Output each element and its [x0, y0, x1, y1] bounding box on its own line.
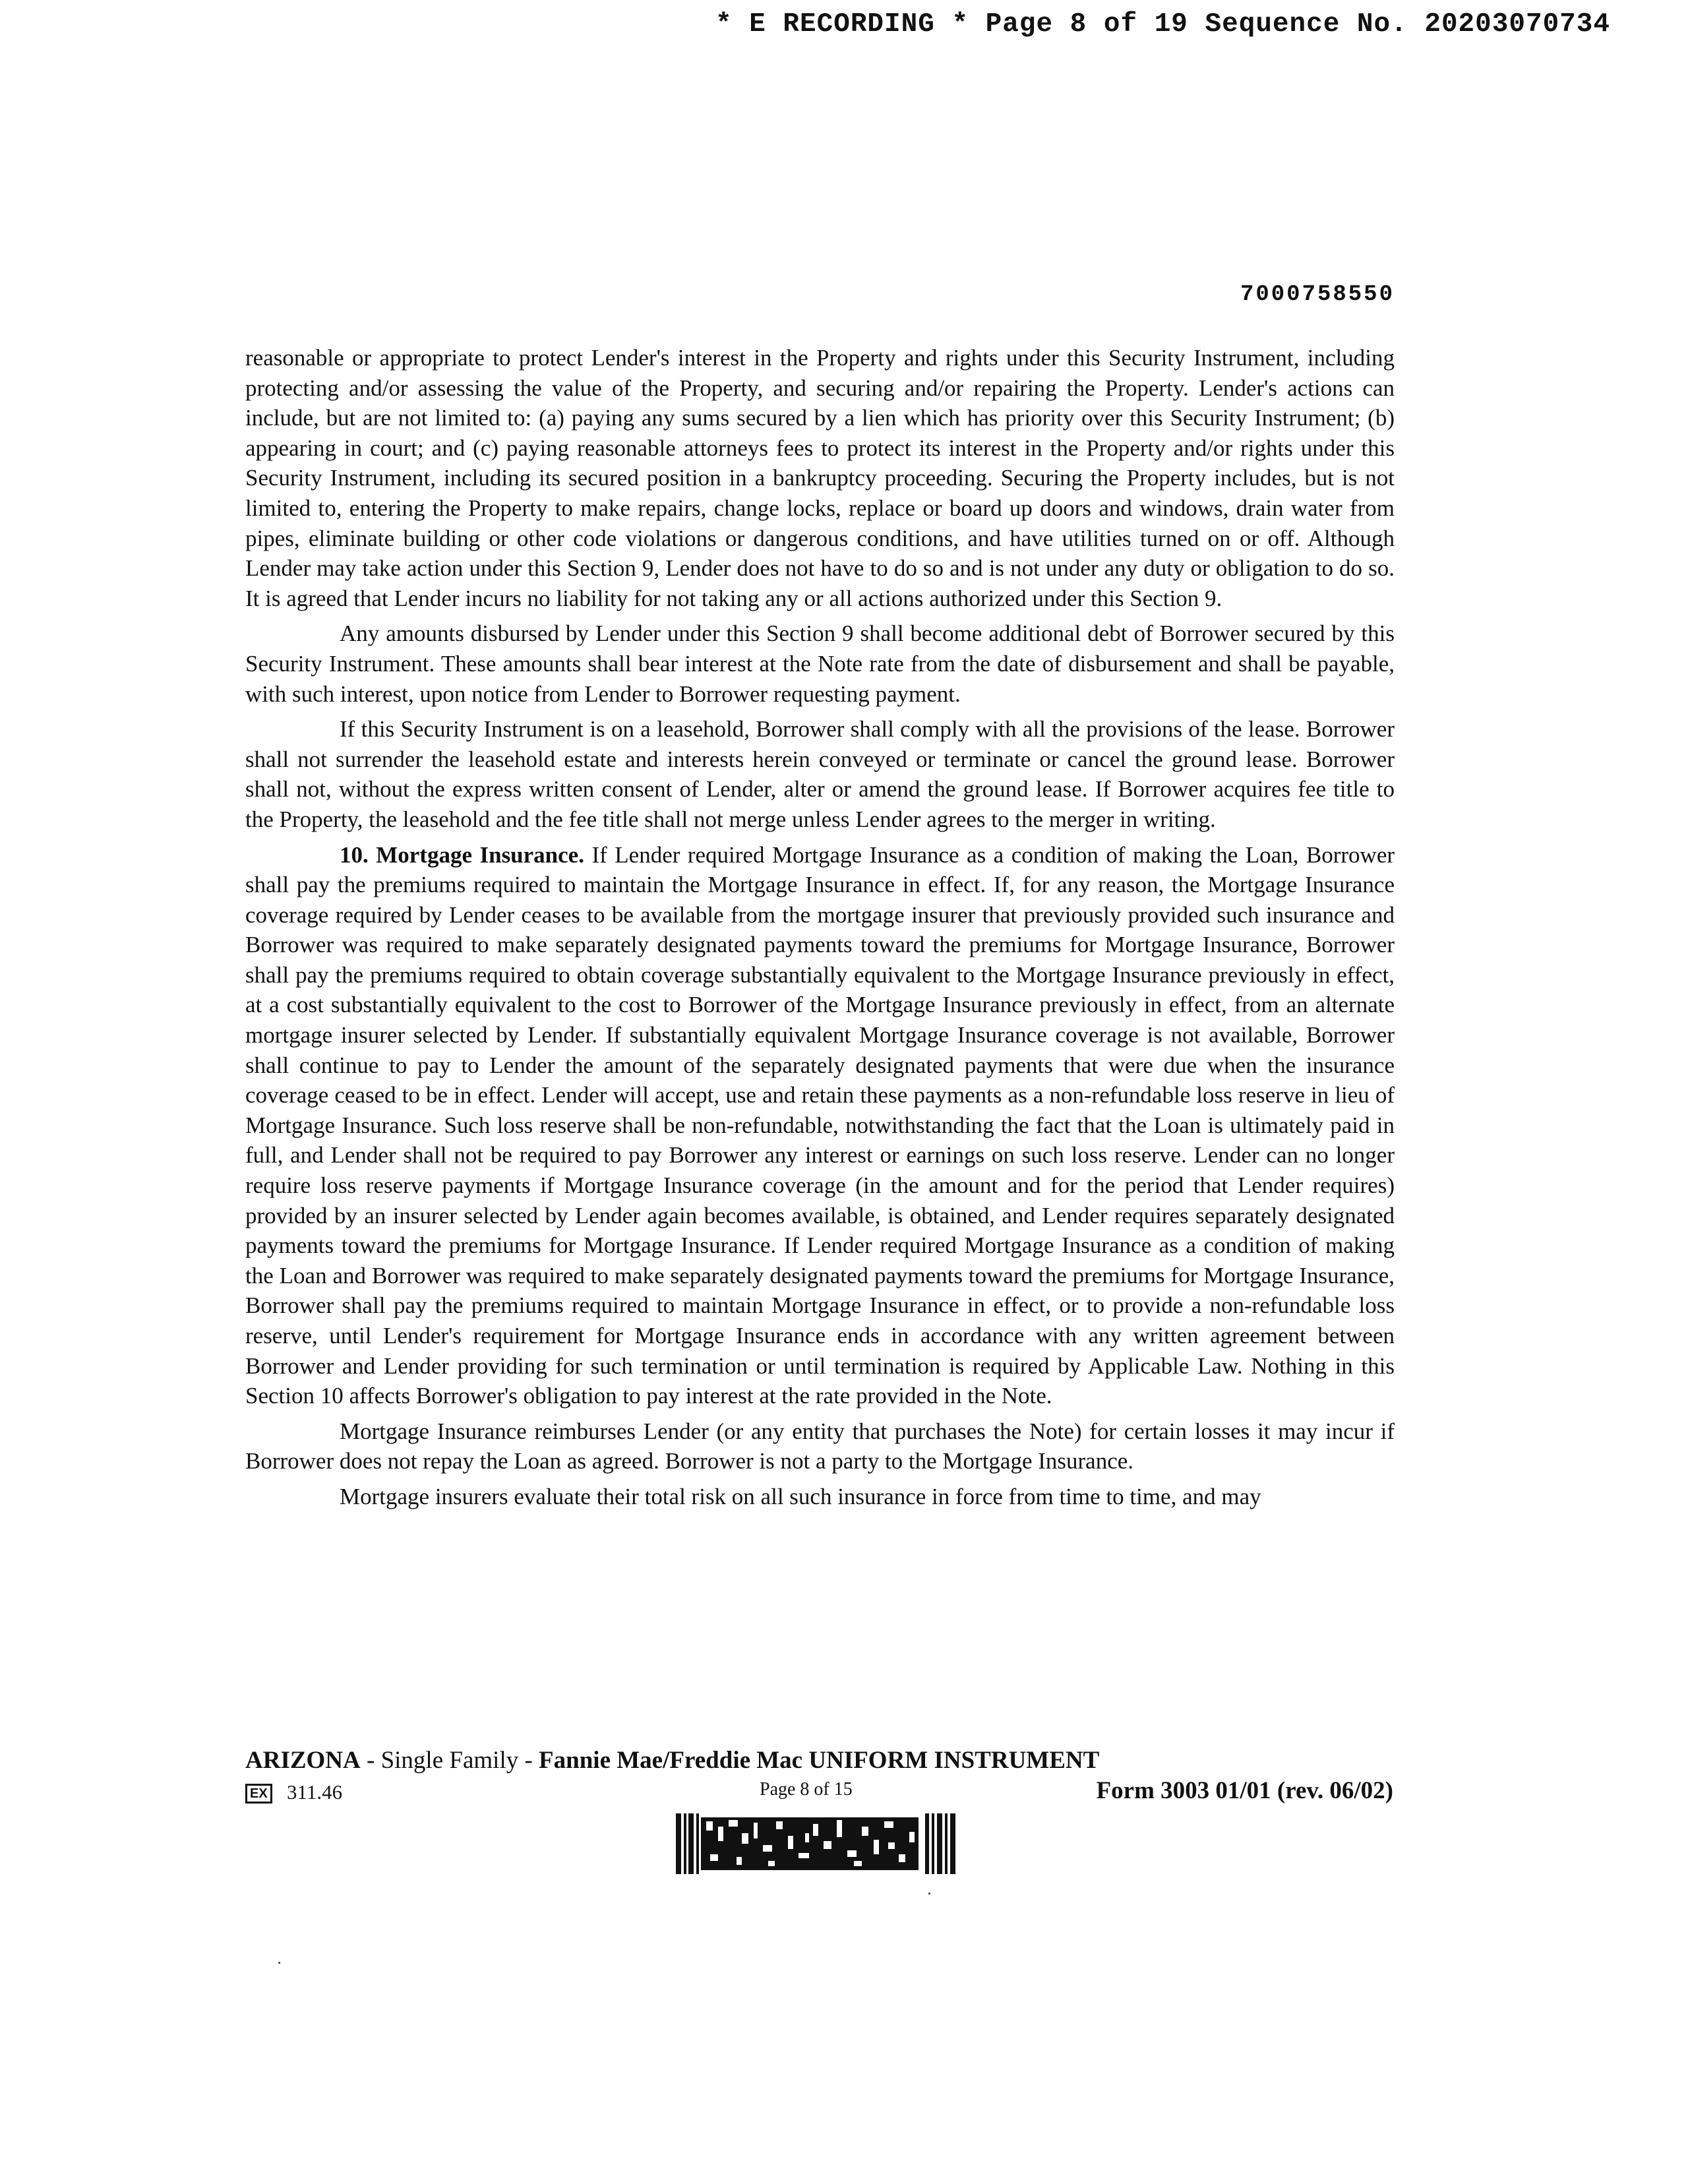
- page-number: Page 8 of 15: [760, 1779, 853, 1800]
- form-id: Form 3003 01/01 (rev. 06/02): [1096, 1777, 1393, 1804]
- form-code-number: 311.46: [287, 1780, 343, 1804]
- paragraph-section9-continued: reasonable or appropriate to protect Lender's interest in the Property and rights under this Security Instrument, including protecting and/or assessing the value of the Property, and securing and/or repairing the Property. Lender's actions can include, but are not limited to: (a) paying any sums secured by a lien which has priority over this Security Instrument; (b) appearing in court; and (c) paying reasonable attorneys fees to protect its interest in the Property and/or rights under this Security Instrument, including its secured position in a bankruptcy proceeding. Securing the Property includes, but is not limited to, entering the Property to make repairs, change locks, replace or board up doors and windows, drain water from pipes, eliminate building or other code violations or dangerous conditions, and have utilities turned on or off. Although Lender may take action under this Section 9, Lender does not have to do so and is not under any duty or obligation to do so. It is agreed that Lender incurs no liability for not taking any or all actions authorized under this Section 9.: [245, 345, 1395, 611]
- document-body: [245, 343, 1395, 1512]
- scan-speck: [928, 1893, 930, 1895]
- paragraph-leasehold: If this Security Instrument is on a leasehold, Borrower shall comply with all the provisions of the lease. Borrower shall not surrender the leasehold estate and interests herein conveyed or terminate or cancel the ground lease. Borrower shall not, without the express written consent of Lender, alter or amend the ground lease. If Borrower acquires fee title to the Property, the leasehold and the fee title shall not merge unless Lender agrees to the merger in writing.: [245, 716, 1395, 832]
- barcode-image: [676, 1813, 963, 1874]
- scan-speck: [278, 1962, 280, 1964]
- section-10-heading: 10. Mortgage Insurance.: [340, 841, 584, 868]
- paragraph-mortgage-insurance: [245, 840, 1395, 1411]
- paragraph-mi-reimburses: Mortgage Insurance reimburses Lender (or any entity that purchases the Note) for certain losses it may incur if Borrower does not repay the Loan as agreed. Borrower is not a party to the Mortgage Insurance.: [245, 1418, 1395, 1474]
- paragraph-amounts-disbursed: Any amounts disbursed by Lender under this Section 9 shall become additional debt of Borrower secured by this Security Instrument. These amounts shall bear interest at the Note rate from the date of disbursement and shall be payable, with such interest, upon notice from Lender to Borrower requesting payment.: [245, 621, 1395, 707]
- footer-instrument-title: [245, 1746, 1099, 1774]
- footer-state: ARIZONA: [245, 1747, 361, 1774]
- footer-program: Fannie Mae/Freddie Mac UNIFORM INSTRUMENT: [539, 1747, 1100, 1774]
- paragraph-mi-insurers: Mortgage insurers evaluate their total risk on all such insurance in force from time to time, and may: [340, 1483, 1261, 1509]
- section-10-text: If Lender required Mortgage Insurance as a condition of making the Loan, Borrower shall pay the premiums required to maintain the Mortgage Insurance in effect. If, for any reason, the Mortgage Insurance coverage required by Lender ceases to be available from the mortgage insurer that previously provided such insurance and Borrower was required to make separately designated payments toward the premiums for Mortgage Insurance, Borrower shall pay the premiums required to obtain coverage substantially equivalent to the Mortgage Insurance previously in effect, at a cost substantially equivalent to the cost to Borrower of the Mortgage Insurance previously in effect, from an alternate mortgage insurer selected by Lender. If substantially equivalent Mortgage Insurance coverage is not available, Borrower shall continue to pay to Lender the amount of the separately designated payments that were due when the insurance coverage ceased to be in effect. Lender will accept, use and retain these payments as a non-refundable loss reserve in lieu of Mortgage Insurance. Such loss reserve shall be non-refundable, notwithstanding the fact that the Loan is ultimately paid in full, and Lender shall not be required to pay Borrower any interest or earnings on such loss reserve. Lender can no longer require loss reserve payments if Mortgage Insurance coverage (in the amount and for the period that Lender requires) provided by an insurer selected by Lender again becomes available, is obtained, and Lender requires separately designated payments toward the premiums for Mortgage Insurance. If Lender required Mortgage Insurance as a condition of making the Loan and Borrower was required to make separately designated payments toward the premiums for Mortgage Insurance, Borrower shall pay the premiums required to maintain Mortgage Insurance in effect, or to provide a non-refundable loss reserve, until Lender's requirement for Mortgage Insurance ends in accordance with any written agreement between Borrower and Lender providing for such termination or until termination is required by Applicable Law. Nothing in this Section 10 affects Borrower's obligation to pay interest at the rate provided in the Note.: [245, 841, 1395, 1409]
- loan-number: 7000758550: [1240, 282, 1395, 307]
- recording-header: * E RECORDING * Page 8 of 19 Sequence No. 20203070734: [715, 9, 1610, 40]
- form-code-logo: EX: [245, 1784, 272, 1804]
- footer-separator: - Single Family -: [360, 1747, 539, 1774]
